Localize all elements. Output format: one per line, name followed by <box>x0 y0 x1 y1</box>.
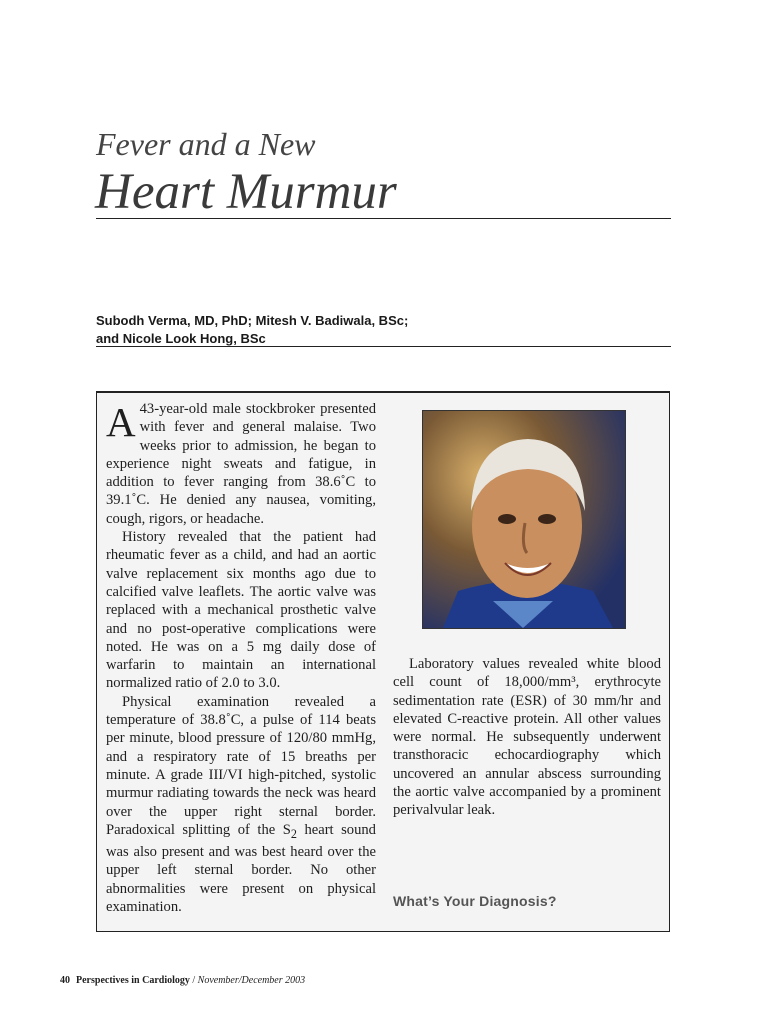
page-footer <box>60 975 305 986</box>
case-paragraph-1 <box>106 400 376 528</box>
case-text-left-column <box>106 400 376 916</box>
case-text-right-column <box>393 655 661 820</box>
case-paragraph-3 <box>106 693 376 916</box>
diagnosis-prompt: What’s Your Diagnosis? <box>393 893 557 909</box>
case-paragraph-1-text: 43-year-old male stockbroker presented with fever and general malaise. Two weeks prior to admission, he began to experience night sweats and fatigue, in addition to fever ranging from 38.6˚C to 39.1˚C. He denied any nausea, vomiting, cough, rigors, or headache. <box>106 401 376 527</box>
authors-rule <box>96 346 671 347</box>
s2-subscript: 2 <box>290 826 297 841</box>
author-portrait-illustration <box>423 411 625 628</box>
case-paragraph-3-part1: Physical examination revealed a temperature of 38.8˚C, a pulse of 114 beats per minute, blood pressure of 120/80 mmHg, and a respiratory rate of 15 breaths per minute. A grade III/VI high-pitched, systolic murmur radiating towards the neck was heard over the upper right sternal border. Paradoxical splitting of the S <box>106 693 376 838</box>
author-photo <box>422 410 626 629</box>
case-paragraph-4: Laboratory values revealed white blood cell count of 18,000/mm³, erythrocyte sedimentation rate (ESR) of 30 mm/hr and elevated C-reactive protein. All other values were normal. He subsequently underwent transthoracic echocardiography which uncovered an annular abscess surrounding the aortic valve accompanied by a prominent perivalvular leak. <box>393 656 661 819</box>
article-title-line1: Fever and a New <box>96 126 316 162</box>
authors-line1: Subodh Verma, MD, PhD; Mitesh V. Badiwala, BSc; <box>96 313 409 328</box>
drop-cap: A <box>106 399 136 445</box>
case-paragraph-2: History revealed that the patient had rheumatic fever as a child, and had an aortic valve replacement six months ago due to calcified valve leaflets. The aortic valve was replaced with a mechanical prosthetic valve and no post-operative complications were noted. He was on a 5 mg daily dose of warfarin to maintain an international normalized ratio of 2.0 to 3.0. <box>106 529 376 692</box>
title-rule <box>96 218 671 219</box>
footer-separator: / <box>189 975 198 986</box>
case-paragraph-3-part2: heart sound was also present and was best heard over the upper left sternal border. No other abnormalities were present on physical examination. <box>106 821 376 915</box>
publication-name: Perspectives in Cardiology <box>76 975 190 986</box>
page-number: 40 <box>60 975 70 986</box>
author-list <box>96 312 656 348</box>
authors-line2: and Nicole Look Hong, BSc <box>96 331 266 346</box>
issue-date: November/December 2003 <box>197 975 306 986</box>
article-title-line2: Heart Murmur <box>95 164 397 220</box>
